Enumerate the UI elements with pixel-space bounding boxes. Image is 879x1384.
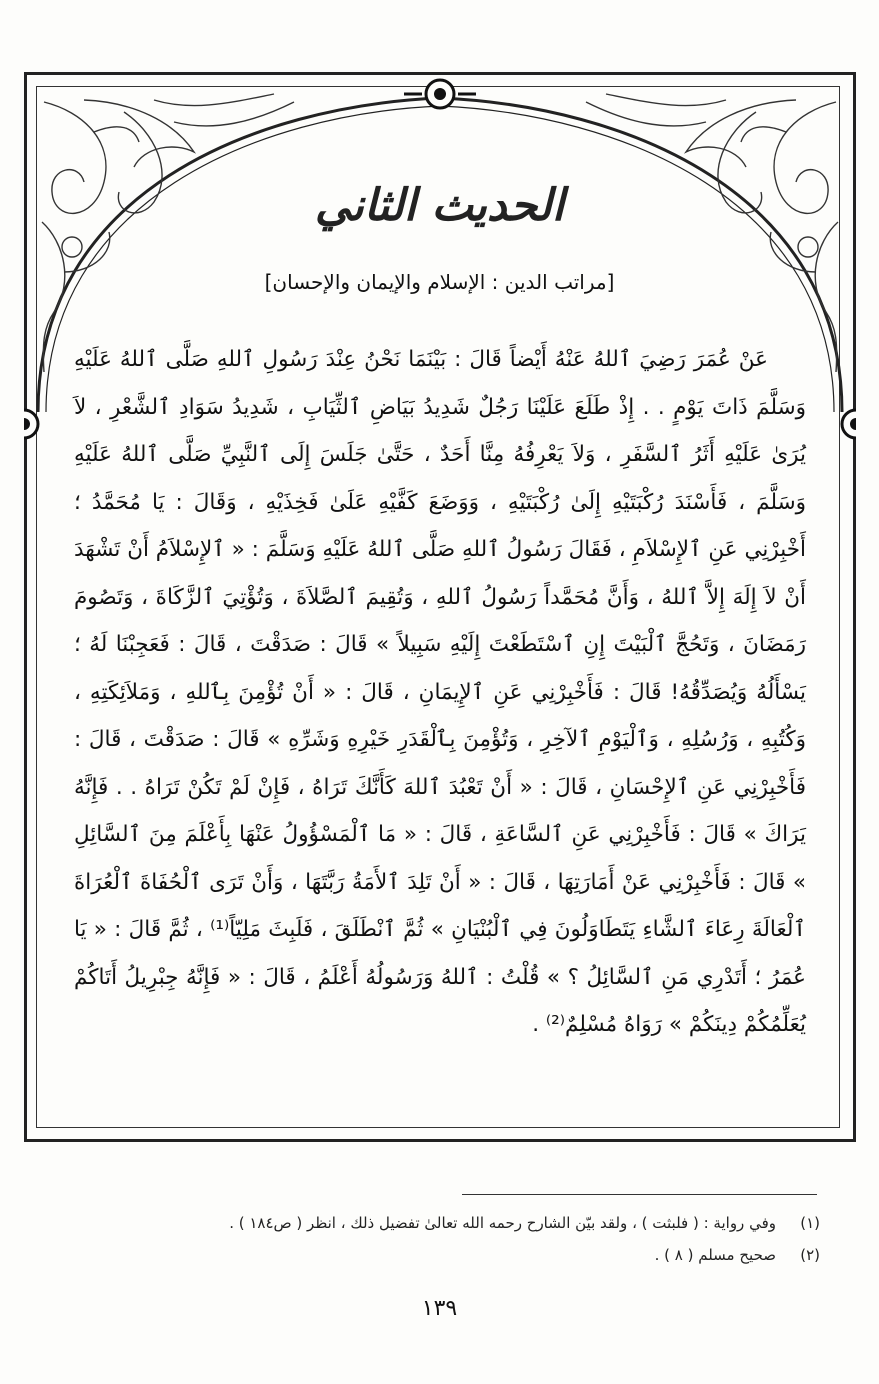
footnote-number: (٢): [800, 1246, 820, 1264]
footnote-1: [150, 1214, 820, 1232]
footnote-number: (١): [800, 1214, 820, 1232]
hadith-title: الحديث الثاني: [314, 180, 565, 231]
hadith-body: [74, 336, 806, 1049]
footnote-rule: [462, 1194, 817, 1195]
page-number: ١٣٩: [421, 1296, 458, 1321]
footnote-text: صحيح مسلم ( ٨ ) .: [654, 1246, 776, 1264]
hadith-paragraph: عَنْ عُمَرَ رَضِيَ ٱللهُ عَنْهُ أَيْضاً قَالَ : بَيْنَمَا نَحْنُ عِنْدَ رَسُولِ ٱللهِ صَلَّى ٱللهُ عَلَيْهِ وَسَلَّمَ ذَاتَ يَوْمٍ . . إِذْ طَلَعَ عَلَيْنَا رَجُلٌ شَدِيدُ بَيَاضِ ٱلثِّيَابِ ، شَدِيدُ سَوَادِ ٱلشَّعْرِ ، لاَ يُرَىٰ عَلَيْهِ أَثَرُ ٱلسَّفَرِ ، وَلاَ يَعْرِفُهُ مِنَّا أَحَدٌ ، حَتَّىٰ جَلَسَ إِلَى ٱلنَّبِيِّ صَلَّى ٱللهُ عَلَيْهِ وَسَلَّمَ ، فَأَسْنَدَ رُكْبَتَيْهِ إِلَىٰ رُكْبَتَيْهِ ، وَوَضَعَ كَفَّيْهِ عَلَىٰ فَخِذَيْهِ ، وَقَالَ : يَا مُحَمَّدُ ؛ أَخْبِرْنِي عَنِ ٱلإِسْلاَمِ ، فَقَالَ رَسُولُ ٱللهِ صَلَّى ٱللهُ عَلَيْهِ وَسَلَّمَ : « ٱلإِسْلاَمُ أَنْ تَشْهَدَ أَنْ لاَ إِلَهَ إِلاَّ ٱللهُ ، وَأَنَّ مُحَمَّداً رَسُولُ ٱللهِ ، وَتُقِيمَ ٱلصَّلاَةَ ، وَتُؤْتِيَ ٱلزَّكَاةَ ، وَتَصُومَ رَمَضَانَ ، وَتَحُجَّ ٱلْبَيْتَ إِنِ ٱسْتَطَعْتَ إِلَيْهِ سَبِيلاً » قَالَ : صَدَقْتَ ، قَالَ : فَعَجِبْنَا لَهُ ؛ يَسْأَلُهُ وَيُصَدِّقُهُ! قَالَ : فَأَخْبِرْنِي عَنِ ٱلإِيمَانِ ، قَالَ : « أَنْ تُؤْمِنَ بِٱللهِ ، وَمَلاَئِكَتِهِ ، وَكُتُبِهِ ، وَرُسُلِهِ ، وَٱلْيَوْمِ ٱلآخِرِ ، وَتُؤْمِنَ بِٱلْقَدَرِ خَيْرِهِ وَشَرِّهِ » قَالَ : صَدَقْتَ ، قَالَ : فَأَخْبِرْنِي عَنِ ٱلإِحْسَانِ ، قَالَ : « أَنْ تَعْبُدَ ٱللهَ كَأَنَّكَ تَرَاهُ ، فَإِنْ لَمْ تَكُنْ تَرَاهُ . . فَإِنَّهُ يَرَاكَ » قَالَ : فَأَخْبِرْنِي عَنِ ٱلسَّاعَةِ ، قَالَ : « مَا ٱلْمَسْؤُولُ عَنْهَا بِأَعْلَمَ مِنَ ٱلسَّائِلِ » قَالَ : فَأَخْبِرْنِي عَنْ أَمَارَتِهَا ، قَالَ : « أَنْ تَلِدَ ٱلأَمَةُ رَبَّتَهَا ، وَأَنْ تَرَى ٱلْحُفَاةَ ٱلْعُرَاةَ ٱلْعَالَةَ رِعَاءَ ٱلشَّاءِ يَتَطَاوَلُونَ فِي ٱلْبُنْيَانِ » ثُمَّ ٱنْطَلَقَ ، فَلَبِثَ مَلِيّاً⁽¹⁾ ، ثُمَّ قَالَ : « يَا عُمَرُ ؛ أَتَدْرِي مَنِ ٱلسَّائِلُ ؟ » قُلْتُ : ٱللهُ وَرَسُولُهُ أَعْلَمُ ، قَالَ : « فَإِنَّهُ جِبْرِيلُ أَتَاكُمْ يُعَلِّمُكُمْ دِينَكُمْ » رَوَاهُ مُسْلِمٌ⁽²⁾ .: [74, 347, 806, 1037]
footnote-2: [150, 1246, 820, 1264]
footnote-text: وفي رواية : ( فلبثت ) ، ولقد بيّن الشارح رحمه الله تعالىٰ تفضيل ذلك ، انظر ( ص١٨٤ ) .: [229, 1214, 776, 1232]
hadith-subtitle: [مراتب الدين : الإسلام والإيمان والإحسان]: [264, 270, 615, 294]
